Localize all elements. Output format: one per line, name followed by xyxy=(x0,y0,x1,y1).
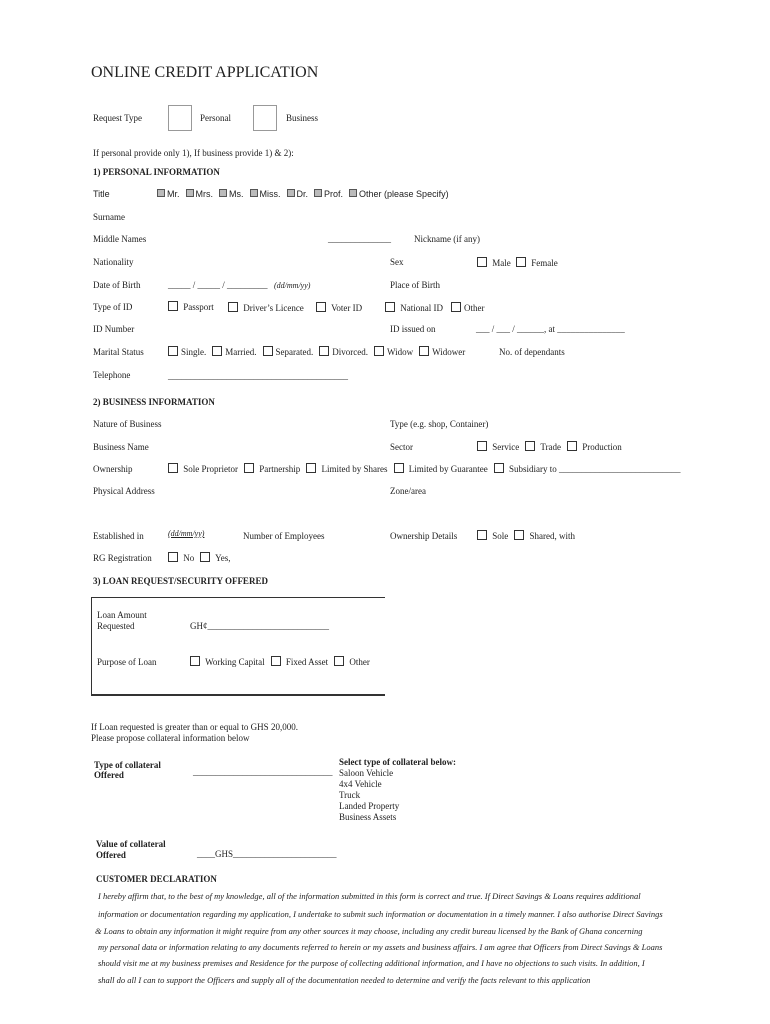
title-option[interactable]: Mrs. xyxy=(186,189,214,199)
loan-box-bottom xyxy=(91,694,385,696)
checkbox-icon xyxy=(385,302,395,312)
checkbox-icon xyxy=(477,257,487,267)
business-info-heading: 2) BUSINESS INFORMATION xyxy=(93,397,215,407)
dependants-label: No. of dependants xyxy=(499,347,565,357)
id-drivers-licence-option[interactable]: Driver’s Licence xyxy=(228,302,304,313)
ownership-option[interactable]: Limited by Shares xyxy=(306,464,387,474)
checkbox-icon xyxy=(314,189,322,197)
sector-option[interactable]: Trade xyxy=(525,442,561,452)
checkbox-icon xyxy=(319,346,329,356)
ownership-details-label: Ownership Details xyxy=(390,531,458,541)
page-title: ONLINE CREDIT APPLICATION xyxy=(91,64,319,81)
checkbox-icon xyxy=(287,189,295,197)
title-option[interactable]: Miss. xyxy=(250,189,281,199)
marital-option[interactable]: Widow xyxy=(374,347,413,357)
checkbox-icon xyxy=(306,463,316,473)
title-option[interactable]: Mr. xyxy=(157,189,180,199)
collateral-note-1: If Loan requested is greater than or equal to GHS 20,000. xyxy=(91,722,298,732)
loan-amount-label-2: Requested xyxy=(97,621,135,631)
telephone-label: Telephone xyxy=(93,370,131,380)
marital-option[interactable]: Widower xyxy=(419,347,465,357)
ownership-option[interactable]: Partnership xyxy=(244,464,300,474)
checkbox-icon xyxy=(516,257,526,267)
loan-purpose-options xyxy=(190,656,370,667)
marital-option[interactable]: Single. xyxy=(168,347,206,357)
established-field[interactable]: (dd/mm/yy) xyxy=(168,529,205,538)
collateral-note-2: Please propose collateral information below xyxy=(91,733,250,743)
loan-box-left xyxy=(91,597,92,695)
id-issued-field[interactable]: ___ / ___ / ______, at _______________ xyxy=(476,324,625,334)
marital-option[interactable]: Divorced. xyxy=(319,347,368,357)
ownership-option[interactable]: Subsidiary to ___________________________ xyxy=(494,464,681,474)
male-option[interactable]: Male xyxy=(477,257,511,268)
checkbox-icon xyxy=(334,656,344,666)
title-option[interactable]: Other (please Specify) xyxy=(349,189,449,199)
checkbox-icon xyxy=(186,189,194,197)
sector-option[interactable]: Service xyxy=(477,442,519,452)
declaration-heading: CUSTOMER DECLARATION xyxy=(96,874,217,884)
checkbox-icon xyxy=(477,530,487,540)
loan-purpose-option[interactable]: Fixed Asset xyxy=(271,657,329,667)
checkbox-icon xyxy=(567,441,577,451)
checkbox-icon xyxy=(514,530,524,540)
marital-status-label: Marital Status xyxy=(93,347,144,357)
personal-info-heading: 1) PERSONAL INFORMATION xyxy=(93,167,220,177)
ownership-detail-option[interactable]: Shared, with xyxy=(514,531,575,541)
checkbox-icon xyxy=(374,346,384,356)
place-of-birth-label: Place of Birth xyxy=(390,280,440,290)
collateral-value-label-2: Offered xyxy=(96,850,126,860)
collateral-type-label: Type of collateral xyxy=(94,760,161,770)
ownership-details-options xyxy=(477,530,575,541)
checkbox-icon xyxy=(477,441,487,451)
declaration-line: shall do all I can to support the Officers and supply all of the documentation needed to determine and verify the facts relevant to this application xyxy=(98,975,591,985)
business-label: Business xyxy=(286,113,319,123)
business-name-label: Business Name xyxy=(93,442,149,452)
title-option[interactable]: Dr. xyxy=(287,189,309,199)
employees-label: Number of Employees xyxy=(243,531,325,541)
personal-label: Personal xyxy=(200,113,231,123)
declaration-line: should visit me at my business premises and Residence for the purpose of collecting additional information, and I have no objections to such visits. In addition, I xyxy=(98,958,645,968)
declaration-line: information or documentation regarding my application, I undertake to submit such information or documentation in a timely manner. I also authorise Direct Savings xyxy=(98,909,663,919)
collateral-select-heading: Select type of collateral below: xyxy=(339,757,456,767)
collateral-type-label-2: Offered xyxy=(94,770,124,780)
sector-options xyxy=(477,441,622,452)
checkbox-icon xyxy=(250,189,258,197)
zone-label: Zone/area xyxy=(390,486,426,496)
collateral-option[interactable]: Business Assets xyxy=(339,812,397,822)
id-passport-option[interactable]: Passport xyxy=(168,301,214,312)
id-other-option[interactable]: Other xyxy=(451,302,485,313)
id-number-label: ID Number xyxy=(93,324,135,334)
nationality-label: Nationality xyxy=(93,257,134,267)
ownership-option[interactable]: Sole Proprietor xyxy=(168,464,238,474)
collateral-type-field[interactable]: _______________________________ xyxy=(193,767,333,777)
checkbox-icon xyxy=(168,301,178,311)
checkbox-icon xyxy=(157,189,165,197)
loan-amount-field[interactable]: GH¢___________________________ xyxy=(190,621,329,631)
marital-options xyxy=(168,346,465,357)
nickname-label: Nickname (if any) xyxy=(414,234,480,244)
collateral-value-label: Value of collateral xyxy=(96,839,166,849)
business-type-label: Type (e.g. shop, Container) xyxy=(390,419,489,429)
checkbox-icon xyxy=(244,463,254,473)
checkbox-icon xyxy=(168,463,178,473)
ownership-label: Ownership xyxy=(93,464,133,474)
title-label: Title xyxy=(93,189,110,199)
loan-purpose-option[interactable]: Other xyxy=(334,657,370,667)
id-national-option[interactable]: National ID xyxy=(385,302,443,313)
sex-label: Sex xyxy=(390,257,404,267)
id-voter-option[interactable]: Voter ID xyxy=(316,302,362,313)
ownership-detail-option[interactable]: Sole xyxy=(477,531,508,541)
telephone-field[interactable]: ________________________________________ xyxy=(168,371,348,381)
declaration-line: & Loans to obtain any information it might require from any other sources it may choose, including any credit bureau licensed by the Bank of Ghana concerning xyxy=(95,926,643,936)
checkbox-icon xyxy=(419,346,429,356)
business-checkbox[interactable] xyxy=(253,105,277,131)
dob-label: Date of Birth xyxy=(93,280,141,290)
rg-option[interactable]: Yes, xyxy=(200,553,230,563)
checkbox-icon xyxy=(168,346,178,356)
title-options xyxy=(157,189,449,199)
female-option[interactable]: Female xyxy=(516,257,558,268)
checkbox-icon xyxy=(451,302,461,312)
checkbox-icon xyxy=(349,189,357,197)
checkbox-icon xyxy=(271,656,281,666)
rg-registration-label: RG Registration xyxy=(93,553,152,563)
physical-address-label: Physical Address xyxy=(93,486,155,496)
request-instruction: If personal provide only 1), If business provide 1) & 2): xyxy=(93,148,294,158)
id-type-label: Type of ID xyxy=(93,302,133,312)
established-label: Established in xyxy=(93,531,144,541)
dob-field[interactable]: _____ / _____ / _________ xyxy=(168,280,268,290)
checkbox-icon xyxy=(394,463,404,473)
collateral-option[interactable]: Truck xyxy=(339,790,361,800)
checkbox-icon xyxy=(494,463,504,473)
marital-option[interactable]: Married. xyxy=(212,347,256,357)
checkbox-icon xyxy=(219,189,227,197)
title-option[interactable]: Prof. xyxy=(314,189,343,199)
checkbox-icon xyxy=(212,346,222,356)
rg-options xyxy=(168,552,231,563)
request-type-label: Request Type xyxy=(93,113,142,123)
loan-heading: 3) LOAN REQUEST/SECURITY OFFERED xyxy=(93,576,268,586)
collateral-option[interactable]: 4x4 Vehicle xyxy=(339,779,382,789)
id-issued-label: ID issued on xyxy=(390,324,436,334)
sector-label: Sector xyxy=(390,442,413,452)
checkbox-icon xyxy=(190,656,200,666)
checkbox-icon xyxy=(200,552,210,562)
collateral-value-field[interactable]: ____GHS_______________________ xyxy=(197,849,337,859)
checkbox-icon xyxy=(316,302,326,312)
ownership-options xyxy=(168,463,681,474)
rg-option[interactable]: No xyxy=(168,553,194,563)
collateral-option[interactable]: Landed Property xyxy=(339,801,400,811)
checkbox-icon xyxy=(228,302,238,312)
loan-box-top xyxy=(91,597,385,598)
middle-names-label: Middle Names xyxy=(93,234,147,244)
title-option[interactable]: Ms. xyxy=(219,189,244,199)
checkbox-icon xyxy=(263,346,273,356)
middle-names-field[interactable]: ______________ xyxy=(328,234,391,244)
loan-amount-label: Loan Amount xyxy=(97,610,147,620)
checkbox-icon xyxy=(525,441,535,451)
dob-format: (dd/mm/yy) xyxy=(274,281,311,290)
sector-option[interactable]: Production xyxy=(567,442,622,452)
declaration-line: I hereby affirm that, to the best of my knowledge, all of the information submitted in this form is correct and true. If Direct Savings & Loans requires additional xyxy=(98,891,641,901)
declaration-line: my personal data or information relating to any documents referred to herein or my assets and business affairs. I am agree that Officers from Direct Savings & Loans xyxy=(98,942,663,952)
personal-checkbox[interactable] xyxy=(168,105,192,131)
ownership-option[interactable]: Limited by Guarantee xyxy=(394,464,488,474)
surname-label: Surname xyxy=(93,212,125,222)
checkbox-icon xyxy=(168,552,178,562)
loan-purpose-option[interactable]: Working Capital xyxy=(190,657,265,667)
nature-of-business-label: Nature of Business xyxy=(93,419,162,429)
marital-option[interactable]: Separated. xyxy=(263,347,314,357)
collateral-option[interactable]: Saloon Vehicle xyxy=(339,768,394,778)
loan-purpose-label: Purpose of Loan xyxy=(97,657,157,667)
